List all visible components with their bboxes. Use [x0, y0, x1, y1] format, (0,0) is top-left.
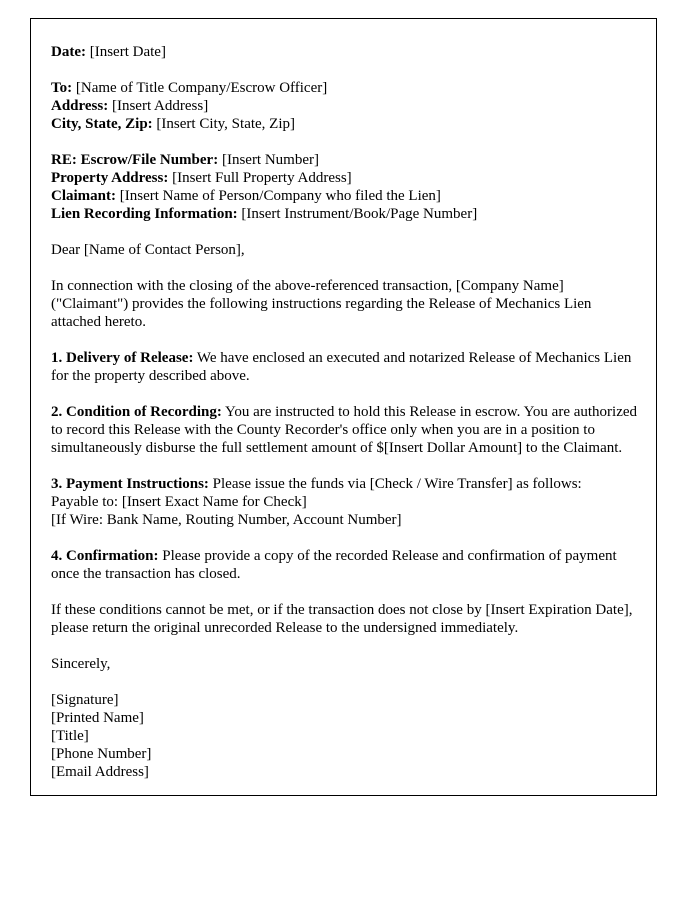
re-block [51, 151, 644, 223]
date-value: [Insert Date] [85, 44, 166, 60]
salutation: Dear [Name of Contact Person], [51, 242, 245, 258]
to-value: [Name of Title Company/Escrow Officer] [72, 80, 328, 96]
delivery-of-release-label: 1. Delivery of Release: [51, 350, 194, 366]
condition-of-recording-label: 2. Condition of Recording: [51, 404, 222, 420]
escrow-number-value: [Insert Number] [218, 152, 319, 168]
lien-recording-label: Lien Recording Information: [51, 206, 238, 222]
conditions-paragraph: If these conditions cannot be met, or if the transaction does not close by [Insert Expiration Date], please return the original unrecorded Release to the undersigned immediately. [51, 602, 633, 636]
payable-to-line: Payable to: [Insert Exact Name for Check] [51, 494, 307, 510]
claimant-line [51, 187, 644, 205]
closing-line: Sincerely, [51, 656, 111, 672]
escrow-number-line [51, 151, 644, 169]
to-label: To: [51, 80, 73, 96]
address-label: Address: [51, 98, 109, 114]
intro-paragraph: In connection with the closing of the above-referenced transaction, [Company Name] ("Claimant") provides the following instructions regarding the Release of Mechanics Lien attached hereto. [51, 278, 592, 330]
recipient-city-line [51, 115, 644, 133]
city-state-zip-label: City, State, Zip: [51, 116, 153, 132]
recipient-to-line [51, 79, 644, 97]
address-value: [Insert Address] [108, 98, 209, 114]
claimant-label: Claimant: [51, 188, 116, 204]
phone-number-line: [Phone Number] [51, 746, 152, 762]
confirmation-paragraph [51, 547, 644, 583]
signature-line: [Signature] [51, 692, 119, 708]
printed-name-line: [Printed Name] [51, 710, 144, 726]
city-state-zip-value: [Insert City, State, Zip] [152, 116, 296, 132]
property-address-label: Property Address: [51, 170, 169, 186]
delivery-of-release-paragraph [51, 349, 644, 385]
condition-of-recording-paragraph [51, 403, 644, 457]
condition-of-recording-text: You are instructed to hold this Release in escrow. You are authorized to record this Release with the County Recorder's office only when you are in a position to simultaneously disburse the full settlement amount of $[Insert Dollar Amount] to the Claimant. [51, 404, 638, 456]
wire-details-line: [If Wire: Bank Name, Routing Number, Account Number] [51, 512, 402, 528]
claimant-value: [Insert Name of Person/Company who filed the Lien] [116, 188, 441, 204]
delivery-of-release-text: We have enclosed an executed and notarized Release of Mechanics Lien for the property described above. [51, 350, 632, 384]
letter-document [30, 18, 657, 796]
date-label: Date: [51, 44, 86, 60]
confirmation-label: 4. Confirmation: [51, 548, 159, 564]
property-address-line [51, 169, 644, 187]
letter-body [51, 43, 644, 781]
lien-recording-value: [Insert Instrument/Book/Page Number] [237, 206, 478, 222]
lien-recording-line [51, 205, 644, 223]
property-address-value: [Insert Full Property Address] [168, 170, 352, 186]
escrow-number-label: RE: Escrow/File Number: [51, 152, 219, 168]
payment-instructions-paragraph [51, 475, 644, 529]
payment-instructions-line [51, 475, 644, 493]
payment-instructions-text: Please issue the funds via [Check / Wire Transfer] as follows: [208, 476, 582, 492]
payment-instructions-label: 3. Payment Instructions: [51, 476, 209, 492]
date-line [51, 43, 644, 61]
recipient-address-line [51, 97, 644, 115]
email-address-line: [Email Address] [51, 764, 149, 780]
title-line: [Title] [51, 728, 89, 744]
signature-block [51, 691, 644, 781]
confirmation-text: Please provide a copy of the recorded Release and confirmation of payment once the transaction has closed. [51, 548, 617, 582]
recipient-block [51, 79, 644, 133]
